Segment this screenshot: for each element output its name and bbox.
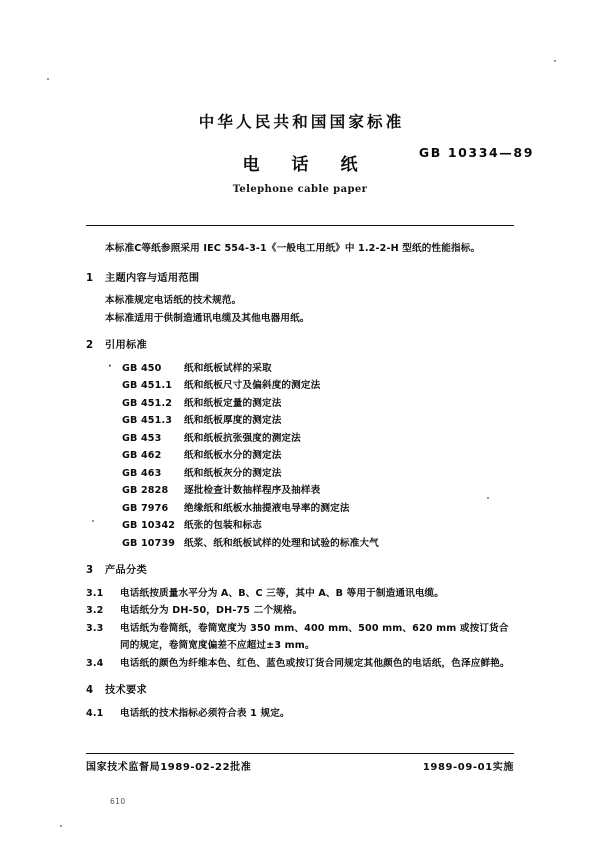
section-title-2: 引用标准 bbox=[105, 340, 147, 351]
footer-divider-rule bbox=[86, 753, 514, 754]
lead-paragraph: 本标准C等纸参照采用 IEC 554-3-1《一般电工用纸》中 1.2-2-H 型纸的性能指标。 bbox=[105, 243, 481, 254]
clause-4-1 bbox=[86, 705, 514, 723]
national-standard-title: 中华人民共和国国家标准 bbox=[198, 113, 405, 131]
section-number-2: 2 bbox=[86, 340, 94, 351]
list-item bbox=[86, 412, 514, 430]
clause-text: 电话纸的颜色为纤维本色、红色、蓝色或按订货合同规定其他颜色的电话纸，色泽应鲜艳。 bbox=[120, 657, 510, 669]
approval-statement: 国家技术监督局1989-02-22批准 bbox=[86, 762, 252, 773]
clause-text: 电话纸的技术指标必须符合表 1 规定。 bbox=[120, 707, 290, 719]
section-title-3: 产品分类 bbox=[105, 565, 147, 576]
section-1-paragraph-1: 本标准规定电话纸的技术规范。 bbox=[105, 295, 242, 306]
reference-title: 纸和纸板水分的测定法 bbox=[184, 450, 282, 461]
section-number-3: 3 bbox=[86, 565, 94, 576]
section-heading-1 bbox=[86, 270, 514, 288]
referenced-standards-list bbox=[86, 360, 514, 553]
list-item bbox=[86, 517, 514, 535]
reference-title: 逐批检查计数抽样程序及抽样表 bbox=[184, 485, 321, 496]
reference-code: GB 451.3 bbox=[122, 415, 173, 426]
reference-title: 纸张的包装和标志 bbox=[184, 520, 262, 531]
clause-3-4 bbox=[86, 655, 514, 673]
reference-code: GB 451.1 bbox=[122, 380, 173, 391]
clause-index: 3.3 bbox=[86, 622, 104, 634]
reference-code: GB 10739 bbox=[122, 537, 176, 549]
section-title-1: 主题内容与适用范围 bbox=[105, 272, 200, 284]
reference-title: 纸和纸板厚度的测定法 bbox=[184, 415, 282, 426]
list-item bbox=[86, 465, 514, 483]
list-item bbox=[86, 500, 514, 518]
reference-title: 纸和纸板试样的采取 bbox=[184, 362, 272, 374]
section-heading-2 bbox=[86, 337, 514, 355]
section-heading-4 bbox=[86, 682, 514, 700]
reference-code: GB 450 bbox=[122, 362, 162, 374]
list-item bbox=[86, 482, 514, 500]
section-title-4: 技术要求 bbox=[105, 685, 147, 696]
reference-code: GB 462 bbox=[122, 450, 162, 461]
clause-index: 3.1 bbox=[86, 587, 104, 599]
reference-title: 纸和纸板抗张强度的测定法 bbox=[184, 432, 301, 444]
clause-3-1 bbox=[86, 585, 514, 603]
document-body bbox=[86, 234, 514, 722]
list-item bbox=[86, 447, 514, 465]
page-title: 电话纸 bbox=[242, 155, 390, 175]
section-number-1: 1 bbox=[86, 272, 94, 284]
page-subtitle-english: Telephone cable paper bbox=[232, 184, 368, 195]
list-item bbox=[86, 377, 514, 395]
standard-number: GB 10334—89 bbox=[418, 145, 534, 160]
section-number-4: 4 bbox=[86, 685, 94, 696]
reference-code: GB 463 bbox=[122, 467, 162, 479]
document-header bbox=[0, 0, 600, 226]
scan-speck bbox=[554, 60, 556, 62]
reference-code: GB 451.2 bbox=[122, 397, 173, 409]
list-item bbox=[86, 535, 514, 553]
clause-index: 3.4 bbox=[86, 657, 104, 669]
clause-index: 4.1 bbox=[86, 707, 104, 719]
list-item bbox=[86, 430, 514, 448]
scan-speck bbox=[47, 78, 49, 80]
reference-code: GB 453 bbox=[122, 432, 162, 444]
list-item bbox=[86, 360, 514, 378]
reference-title: 绝缘纸和纸板水抽提液电导率的测定法 bbox=[184, 502, 350, 514]
clause-text: 电话纸按质量水平分为 A、B、C 三等，其中 A、B 等用于制造通讯电缆。 bbox=[120, 587, 445, 599]
scan-speck bbox=[92, 520, 94, 522]
clause-text: 电话纸为卷筒纸，卷筒宽度为 350 mm、400 mm、500 mm、620 mm 或按订货合同的规定，卷筒宽度偏差不应超过±3 mm。 bbox=[120, 622, 509, 651]
reference-title: 纸和纸板灰分的测定法 bbox=[184, 467, 282, 479]
reference-title: 纸和纸板尺寸及偏斜度的测定法 bbox=[184, 380, 321, 391]
section-heading-3 bbox=[86, 562, 514, 580]
list-item bbox=[86, 395, 514, 413]
clause-3-2 bbox=[86, 602, 514, 620]
clause-index: 3.2 bbox=[86, 605, 104, 616]
scan-speck bbox=[60, 825, 62, 827]
section-1-paragraph-2: 本标准适用于供制造通讯电缆及其他电器用纸。 bbox=[105, 312, 310, 324]
header-divider-rule bbox=[86, 225, 514, 226]
implementation-statement: 1989-09-01实施 bbox=[422, 762, 514, 773]
reference-title: 纸浆、纸和纸板试样的处理和试验的标准大气 bbox=[184, 537, 379, 549]
clause-text: 电话纸分为 DH-50，DH-75 二个规格。 bbox=[120, 605, 303, 616]
reference-title: 纸和纸板定量的测定法 bbox=[184, 397, 282, 409]
scan-speck bbox=[487, 497, 489, 499]
reference-code: GB 7976 bbox=[122, 502, 169, 514]
reference-code: GB 10342 bbox=[122, 520, 176, 531]
clause-3-3 bbox=[86, 620, 514, 655]
reference-code: GB 2828 bbox=[122, 485, 169, 496]
page-number: 610 bbox=[110, 797, 126, 806]
document-footer bbox=[86, 758, 514, 773]
